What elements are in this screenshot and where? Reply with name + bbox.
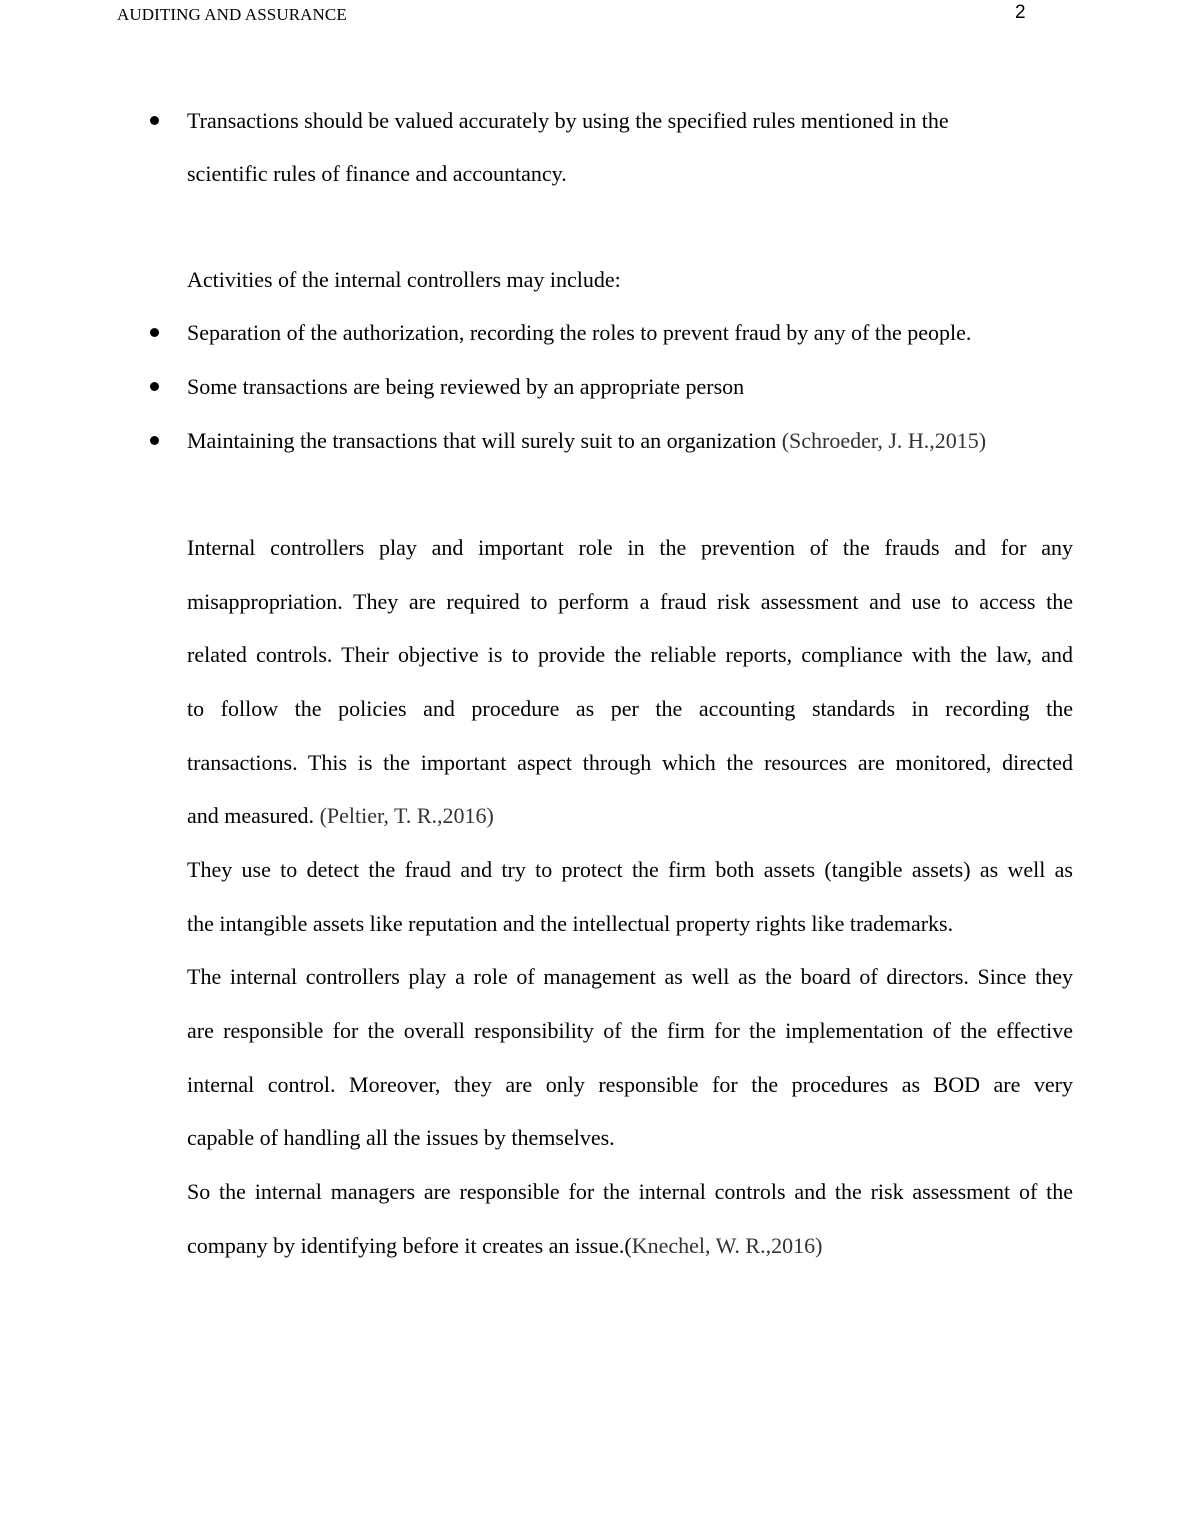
activities-intro: Activities of the internal controllers may include: bbox=[187, 267, 621, 292]
activity-item: Some transactions are being reviewed by an appropriate person bbox=[187, 374, 745, 399]
paragraph-line: are responsible for the overall responsibility of the firm for the implementation of the effective bbox=[187, 1018, 1073, 1043]
citation: (Peltier, T. R.,2016) bbox=[319, 803, 494, 828]
bullet-icon bbox=[150, 328, 159, 337]
paragraph-line: related controls. Their objective is to provide the reliable reports, compliance with the law, and bbox=[187, 642, 1073, 667]
bullet-item-text-continued: scientific rules of finance and accountancy. bbox=[187, 161, 567, 186]
bullet-item-text: Transactions should be valued accurately by using the specified rules mentioned in the bbox=[187, 108, 949, 133]
paragraph-line: So the internal managers are responsible for the internal controls and the risk assessment of the bbox=[187, 1179, 1073, 1204]
paragraph-line: Internal controllers play and important role in the prevention of the frauds and for any bbox=[187, 535, 1073, 560]
paragraph-last-line: capable of handling all the issues by themselves. bbox=[187, 1125, 615, 1150]
paragraph-last-line: the intangible assets like reputation and the intellectual property rights like trademarks. bbox=[187, 911, 954, 936]
citation: (Schroeder, J. H.,2015) bbox=[781, 428, 987, 453]
page-number: 2 bbox=[1015, 2, 1026, 23]
activity-item-text: Maintaining the transactions that will surely suit to an organization bbox=[187, 428, 777, 453]
paragraph-last-line bbox=[187, 1233, 822, 1259]
bullet-icon bbox=[150, 116, 159, 125]
bullet-icon bbox=[150, 382, 159, 391]
paragraph-last-line bbox=[187, 803, 494, 829]
paragraph-line: They use to detect the fraud and try to protect the firm both assets (tangible assets) as well as bbox=[187, 857, 1073, 882]
bullet-icon bbox=[150, 436, 159, 445]
paragraph-line: misappropriation. They are required to perform a fraud risk assessment and use to access the bbox=[187, 589, 1073, 614]
activity-item bbox=[187, 428, 986, 454]
paragraph-line: The internal controllers play a role of management as well as the board of directors. Since they bbox=[187, 964, 1073, 989]
paragraph-text: company by identifying before it creates an issue.( bbox=[187, 1233, 632, 1258]
activity-item: Separation of the authorization, recording the roles to prevent fraud by any of the people. bbox=[187, 320, 972, 345]
paragraph-line: internal control. Moreover, they are only responsible for the procedures as BOD are very bbox=[187, 1072, 1073, 1097]
paragraph-line: transactions. This is the important aspect through which the resources are monitored, directed bbox=[187, 750, 1073, 775]
citation: Knechel, W. R.,2016) bbox=[631, 1233, 823, 1258]
running-header: AUDITING AND ASSURANCE bbox=[117, 5, 347, 24]
paragraph-line: to follow the policies and procedure as per the accounting standards in recording the bbox=[187, 696, 1073, 721]
paragraph-text: and measured. bbox=[187, 803, 315, 828]
